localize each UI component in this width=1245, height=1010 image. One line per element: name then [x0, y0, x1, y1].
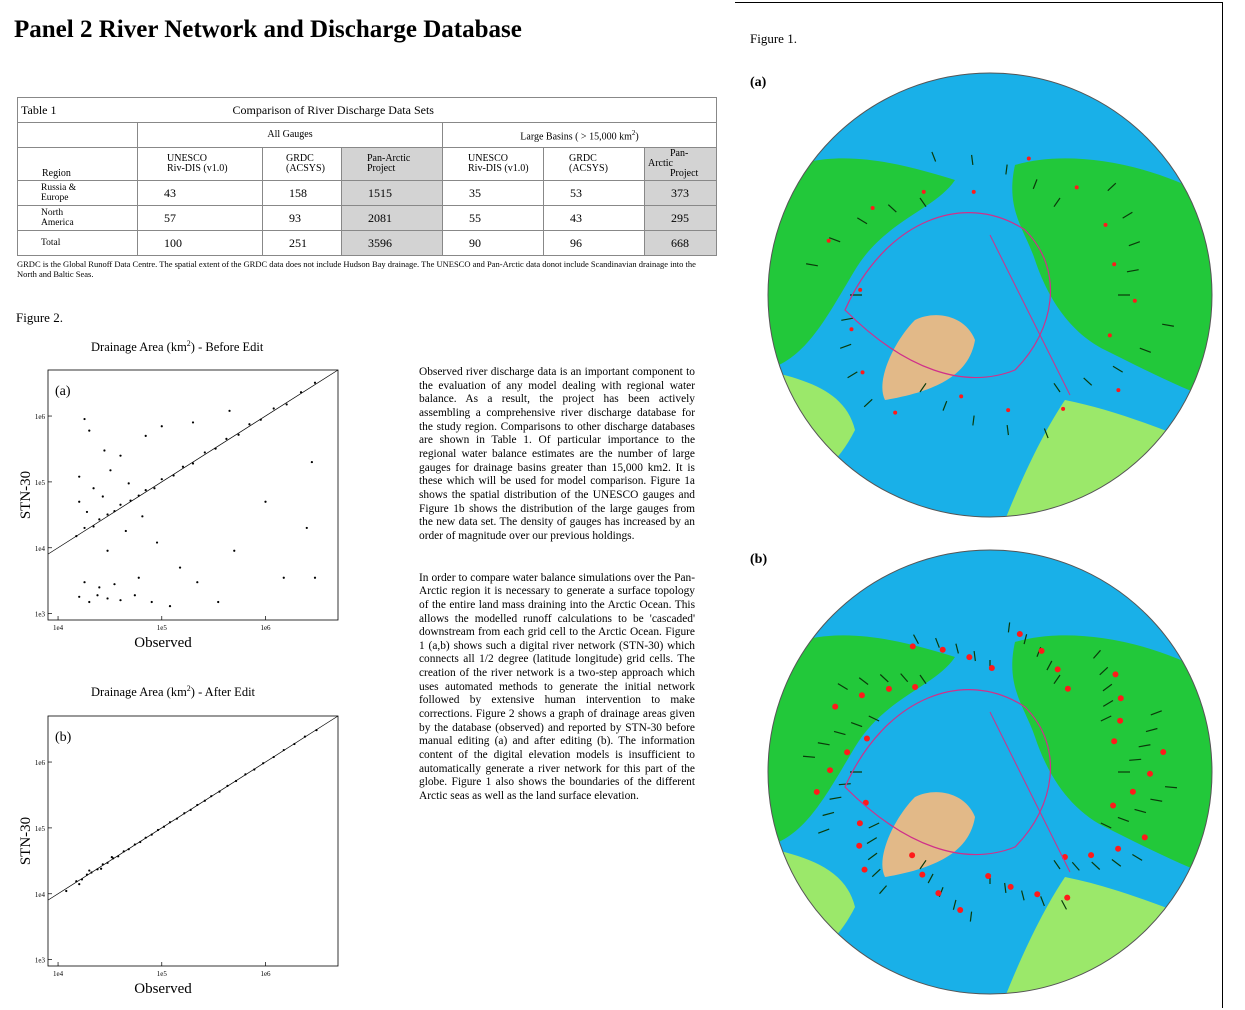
data-point	[235, 780, 237, 782]
data-point	[151, 834, 153, 836]
data-point	[96, 594, 98, 596]
data-point	[139, 841, 141, 843]
header-col-4	[443, 148, 544, 181]
y-tick-label: 1e6	[34, 413, 45, 422]
gauge-marker	[972, 190, 976, 194]
arctic-map-large-gauges	[765, 547, 1215, 997]
header-line: Project	[670, 168, 699, 179]
data-point	[228, 410, 230, 412]
row-region	[18, 181, 138, 206]
data-point	[113, 583, 115, 585]
gauge-marker	[1116, 388, 1120, 392]
data-point	[145, 837, 147, 839]
header-line: UNESCO	[468, 153, 509, 164]
gauge-marker	[1065, 686, 1071, 692]
data-point	[106, 513, 108, 515]
data-point	[156, 541, 158, 543]
scatter-plot-before-edit	[16, 365, 346, 660]
data-point	[172, 474, 174, 476]
x-tick-label: 1e6	[260, 970, 271, 978]
region-line: Europe	[41, 193, 69, 203]
scatter-plot-after-edit	[16, 711, 346, 1006]
panel-title: Panel 2 River Network and Discharge Database	[14, 16, 522, 43]
cell: 90	[443, 231, 544, 256]
header-line: Pan-Arctic	[648, 148, 689, 169]
cell: 158	[263, 181, 342, 206]
gauge-marker	[1017, 631, 1023, 637]
header-col-6	[645, 148, 717, 181]
gauge-marker	[919, 872, 925, 878]
data-point	[237, 434, 239, 436]
gauge-marker	[1108, 333, 1112, 337]
data-point	[226, 785, 228, 787]
gauge-marker	[1133, 299, 1137, 303]
data-point	[179, 566, 181, 568]
paragraph-2: In order to compare water balance simulations over the Pan-Arctic region it is necessary to generate a surface topology of the entire land mass draining into the Arctic Ocean. This allows the modelled runoff calculations to be 'cascaded' downstream from each grid cell to the Arctic Ocean. Figure 1 (a,b) shows such a digital river network (STN-30) which connects all 1/2 degree (latitude longitude) grid cells. The creation of the river network is a two-step approach which uses automated methods to generate the initial network followed by extensive human intervention to make corrections. Figure 2 shows a graph of drainage areas given by the database (observed) and reported by STN-30 before manual editing (a) and after editing (b). The information content of the digital elevation models is insufficient to automatically generate a river network for this part of the globe. Figure 1 also shows the boundaries of the different Arctic seas as well as the land surface elevation.	[419, 571, 695, 803]
cell: 96	[544, 231, 645, 256]
data-point	[262, 762, 264, 764]
gauge-marker	[1110, 803, 1116, 809]
data-point	[98, 518, 100, 520]
plot-b-title-suffix: ) - After Edit	[190, 685, 256, 700]
cell: 3596	[342, 231, 443, 256]
data-point	[117, 855, 119, 857]
cell: 251	[263, 231, 342, 256]
cell: 295	[645, 206, 717, 231]
data-point	[86, 874, 88, 876]
data-point	[214, 448, 216, 450]
header-line: GRDC	[286, 153, 314, 164]
data-point	[109, 469, 111, 471]
data-point	[145, 489, 147, 491]
data-point	[138, 494, 140, 496]
x-axis-label: Observed	[134, 635, 192, 651]
data-point	[190, 809, 192, 811]
gauge-marker	[886, 686, 892, 692]
gauge-marker	[1055, 666, 1061, 672]
data-point	[151, 601, 153, 603]
data-point	[125, 530, 127, 532]
data-point	[92, 487, 94, 489]
data-point	[119, 455, 121, 457]
gauge-marker	[922, 190, 926, 194]
gauge-marker	[959, 394, 963, 398]
cell: 1515	[342, 181, 443, 206]
header-region: Region	[18, 148, 138, 181]
x-tick-label: 1e4	[52, 970, 64, 978]
y-axis-label: STN-30	[18, 470, 34, 520]
header-line: (ACSYS)	[286, 163, 325, 174]
gauge-marker	[909, 852, 915, 858]
data-point	[141, 515, 143, 517]
data-point	[92, 525, 94, 527]
data-point	[244, 773, 246, 775]
data-point	[273, 407, 275, 409]
gauge-marker	[1061, 407, 1065, 411]
gauge-marker	[859, 692, 865, 698]
header-line: GRDC	[569, 153, 597, 164]
gauge-marker	[1008, 884, 1014, 890]
table-blank-cell	[18, 123, 138, 148]
data-point	[273, 756, 275, 758]
data-point	[182, 466, 184, 468]
data-point	[210, 795, 212, 797]
data-point	[314, 577, 316, 579]
gauge-marker	[856, 843, 862, 849]
data-point	[83, 418, 85, 420]
body-text	[419, 366, 695, 832]
frame-right-border	[1222, 2, 1223, 1008]
gauge-marker	[966, 654, 972, 660]
data-point	[88, 601, 90, 603]
data-point	[264, 501, 266, 503]
gauge-marker	[935, 890, 941, 896]
y-tick-label: 1e4	[34, 890, 45, 899]
map-b-label: (b)	[750, 552, 768, 567]
gauge-marker	[1112, 671, 1118, 677]
y-tick-label: 1e3	[34, 956, 45, 965]
data-point	[196, 581, 198, 583]
cell: 57	[138, 206, 263, 231]
data-point	[134, 594, 136, 596]
gauge-marker	[1064, 895, 1070, 901]
data-point	[283, 749, 285, 751]
data-point	[83, 581, 85, 583]
data-point	[102, 495, 104, 497]
x-tick-label: 1e6	[260, 624, 271, 632]
table-footnote: GRDC is the Global Runoff Data Centre. The spatial extent of the GRDC data does not include Hudson Bay drainage. The UNESCO and Pan-Arctic data donot include Scandinavian drainage into the North and Baltic Seas.	[17, 259, 696, 279]
data-point	[113, 510, 115, 512]
group-all-gauges: All Gauges	[138, 123, 443, 148]
data-point	[163, 826, 165, 828]
data-point	[98, 586, 100, 588]
data-point	[119, 504, 121, 506]
cell: 55	[443, 206, 544, 231]
plot-a-title-sup: 2	[186, 339, 191, 348]
data-point	[138, 577, 140, 579]
paragraph-1: Observed river discharge data is an important component to the evaluation of any model dealing with regional water balance. As a result, the project has been actively assembling a comprehensive river discharge database for the study region. Comparisons to other discharge databases are shown in Table 1. Of particular importance to the regional water balance estimates are the number of large gauges for drainage basins greater than 15,000 km2. It is these which will be used for model comparison. Figure 1a shows the spatial distribution of the UNESCO gauges and Figure 1b shows the distribution of the large gauges from the new data set. The density of gauges has increased by an order of magnitude over our previous holdings.	[419, 366, 695, 542]
data-point	[96, 868, 98, 870]
gauge-marker	[827, 239, 831, 243]
data-point	[75, 535, 77, 537]
gauge-marker	[864, 735, 870, 741]
data-point	[75, 880, 77, 882]
table-row	[18, 206, 717, 231]
data-point	[78, 501, 80, 503]
table-row	[18, 181, 717, 206]
data-point	[106, 550, 108, 552]
header-line: Project	[367, 163, 396, 174]
data-point	[81, 878, 83, 880]
gauge-marker	[1006, 408, 1010, 412]
y-tick-label: 1e3	[34, 610, 45, 619]
data-point	[65, 890, 67, 892]
x-tick-label: 1e5	[156, 624, 167, 632]
cell: 668	[645, 231, 717, 256]
data-point	[233, 550, 235, 552]
data-point	[283, 577, 285, 579]
header-col-5	[544, 148, 645, 181]
cell: 35	[443, 181, 544, 206]
group-large-close: )	[635, 131, 639, 143]
y-tick-label: 1e5	[34, 824, 45, 833]
data-point	[103, 449, 105, 451]
gauge-marker	[989, 665, 995, 671]
data-point	[83, 527, 85, 529]
group-large-basins	[443, 123, 717, 148]
gauge-marker	[1147, 771, 1153, 777]
data-point	[128, 482, 130, 484]
row-region: Total	[18, 231, 138, 256]
data-point	[86, 511, 88, 513]
gauge-marker	[861, 370, 865, 374]
plot-a-title	[91, 339, 263, 355]
gauge-marker	[857, 820, 863, 826]
group-large-sup: 2	[631, 128, 636, 137]
group-large-text: Large Basins ( > 15,000 km	[520, 131, 632, 143]
frame-top-border	[735, 2, 1223, 3]
cell: 373	[645, 181, 717, 206]
data-point	[306, 527, 308, 529]
gauge-marker	[814, 789, 820, 795]
data-point	[315, 729, 317, 731]
gauge-marker	[1034, 891, 1040, 897]
plot-a-title-text: Drainage Area (km	[91, 340, 187, 355]
header-line: Riv-DIS (v1.0)	[167, 163, 228, 174]
plot-frame	[48, 716, 338, 966]
data-point	[248, 423, 250, 425]
cell: 93	[263, 206, 342, 231]
gauge-marker	[1130, 789, 1136, 795]
header-line: (ACSYS)	[569, 163, 608, 174]
x-tick-label: 1e4	[52, 624, 64, 632]
data-point	[102, 863, 104, 865]
table-row	[18, 231, 717, 256]
gauge-marker	[985, 873, 991, 879]
gauge-marker	[832, 704, 838, 710]
figure2-label: Figure 2.	[16, 310, 63, 325]
data-point	[218, 791, 220, 793]
header-line: Riv-DIS (v1.0)	[468, 163, 529, 174]
gauge-marker	[1160, 749, 1166, 755]
reference-line	[48, 370, 338, 554]
gauge-marker	[1088, 852, 1094, 858]
data-point	[217, 601, 219, 603]
gauge-marker	[1039, 648, 1045, 654]
header-col-1	[138, 148, 263, 181]
gauge-marker	[1115, 846, 1121, 852]
gauge-marker	[862, 867, 868, 873]
gauge-marker	[912, 684, 918, 690]
plot-b-title-text: Drainage Area (km	[91, 685, 187, 700]
data-point	[192, 421, 194, 423]
data-point	[90, 871, 92, 873]
region-line: North	[41, 208, 64, 218]
row-region	[18, 206, 138, 231]
header-col-2	[263, 148, 342, 181]
data-point	[111, 856, 113, 858]
data-point	[134, 843, 136, 845]
table-label: Table 1	[18, 98, 138, 123]
data-point	[88, 430, 90, 432]
data-point	[204, 800, 206, 802]
gauge-marker	[858, 288, 862, 292]
region-line: America	[41, 218, 74, 228]
data-point	[106, 862, 108, 864]
data-point	[145, 435, 147, 437]
data-point	[196, 804, 198, 806]
panel-label: (b)	[55, 730, 72, 745]
gauge-marker	[827, 767, 833, 773]
data-point	[119, 599, 121, 601]
gauge-marker	[910, 643, 916, 649]
data-point	[106, 597, 108, 599]
data-point	[100, 868, 102, 870]
data-point	[176, 818, 178, 820]
data-point	[304, 736, 306, 738]
cell: 53	[544, 181, 645, 206]
data-point	[78, 476, 80, 478]
plot-a-title-suffix: ) - Before Edit	[190, 340, 264, 355]
gauge-marker	[1075, 185, 1079, 189]
data-point	[300, 391, 302, 393]
data-point	[128, 848, 130, 850]
data-point	[123, 850, 125, 852]
data-point	[225, 438, 227, 440]
cell: 2081	[342, 206, 443, 231]
x-axis-label: Observed	[134, 981, 192, 997]
data-point	[192, 462, 194, 464]
plot-b-title-sup: 2	[186, 684, 191, 693]
data-point	[253, 768, 255, 770]
region-line: Russia &	[41, 183, 77, 193]
data-point	[161, 478, 163, 480]
data-point	[169, 821, 171, 823]
y-axis-label: STN-30	[18, 816, 34, 866]
y-tick-label: 1e4	[34, 544, 45, 553]
plot-frame	[48, 370, 338, 620]
header-col-3	[342, 148, 443, 181]
data-point	[286, 403, 288, 405]
data-point	[311, 461, 313, 463]
x-tick-label: 1e5	[156, 970, 167, 978]
table-title: Comparison of River Discharge Data Sets	[138, 98, 717, 123]
gauge-marker	[871, 206, 875, 210]
figure1-label: Figure 1.	[750, 31, 797, 46]
data-point	[260, 419, 262, 421]
gauge-marker	[844, 749, 850, 755]
gauge-marker	[1104, 223, 1108, 227]
gauge-marker	[1117, 718, 1123, 724]
y-tick-label: 1e6	[34, 759, 45, 768]
discharge-comparison-table	[17, 97, 717, 256]
gauge-marker	[1027, 156, 1031, 160]
y-tick-label: 1e5	[34, 478, 45, 487]
data-point	[314, 382, 316, 384]
data-point	[78, 596, 80, 598]
gauge-marker	[849, 327, 853, 331]
header-line: Pan-Arctic	[367, 153, 411, 164]
data-point	[88, 869, 90, 871]
gauge-marker	[940, 647, 946, 653]
cell: 43	[544, 206, 645, 231]
data-point	[78, 883, 80, 885]
gauge-marker	[1118, 695, 1124, 701]
gauge-marker	[893, 411, 897, 415]
data-point	[183, 812, 185, 814]
cell: 43	[138, 181, 263, 206]
cell: 100	[138, 231, 263, 256]
data-point	[153, 487, 155, 489]
gauge-marker	[1111, 738, 1117, 744]
map-a-label: (a)	[750, 75, 767, 90]
data-point	[169, 605, 171, 607]
gauge-marker	[1112, 262, 1116, 266]
gauge-marker	[1142, 834, 1148, 840]
data-point	[161, 425, 163, 427]
data-point	[129, 499, 131, 501]
arctic-map-unesco-gauges	[765, 70, 1215, 520]
panel-label: (a)	[55, 384, 71, 399]
gauge-marker	[957, 907, 963, 913]
data-point	[293, 743, 295, 745]
plot-b-title	[91, 684, 255, 700]
header-line: UNESCO	[167, 153, 208, 164]
data-point	[204, 451, 206, 453]
data-point	[157, 829, 159, 831]
